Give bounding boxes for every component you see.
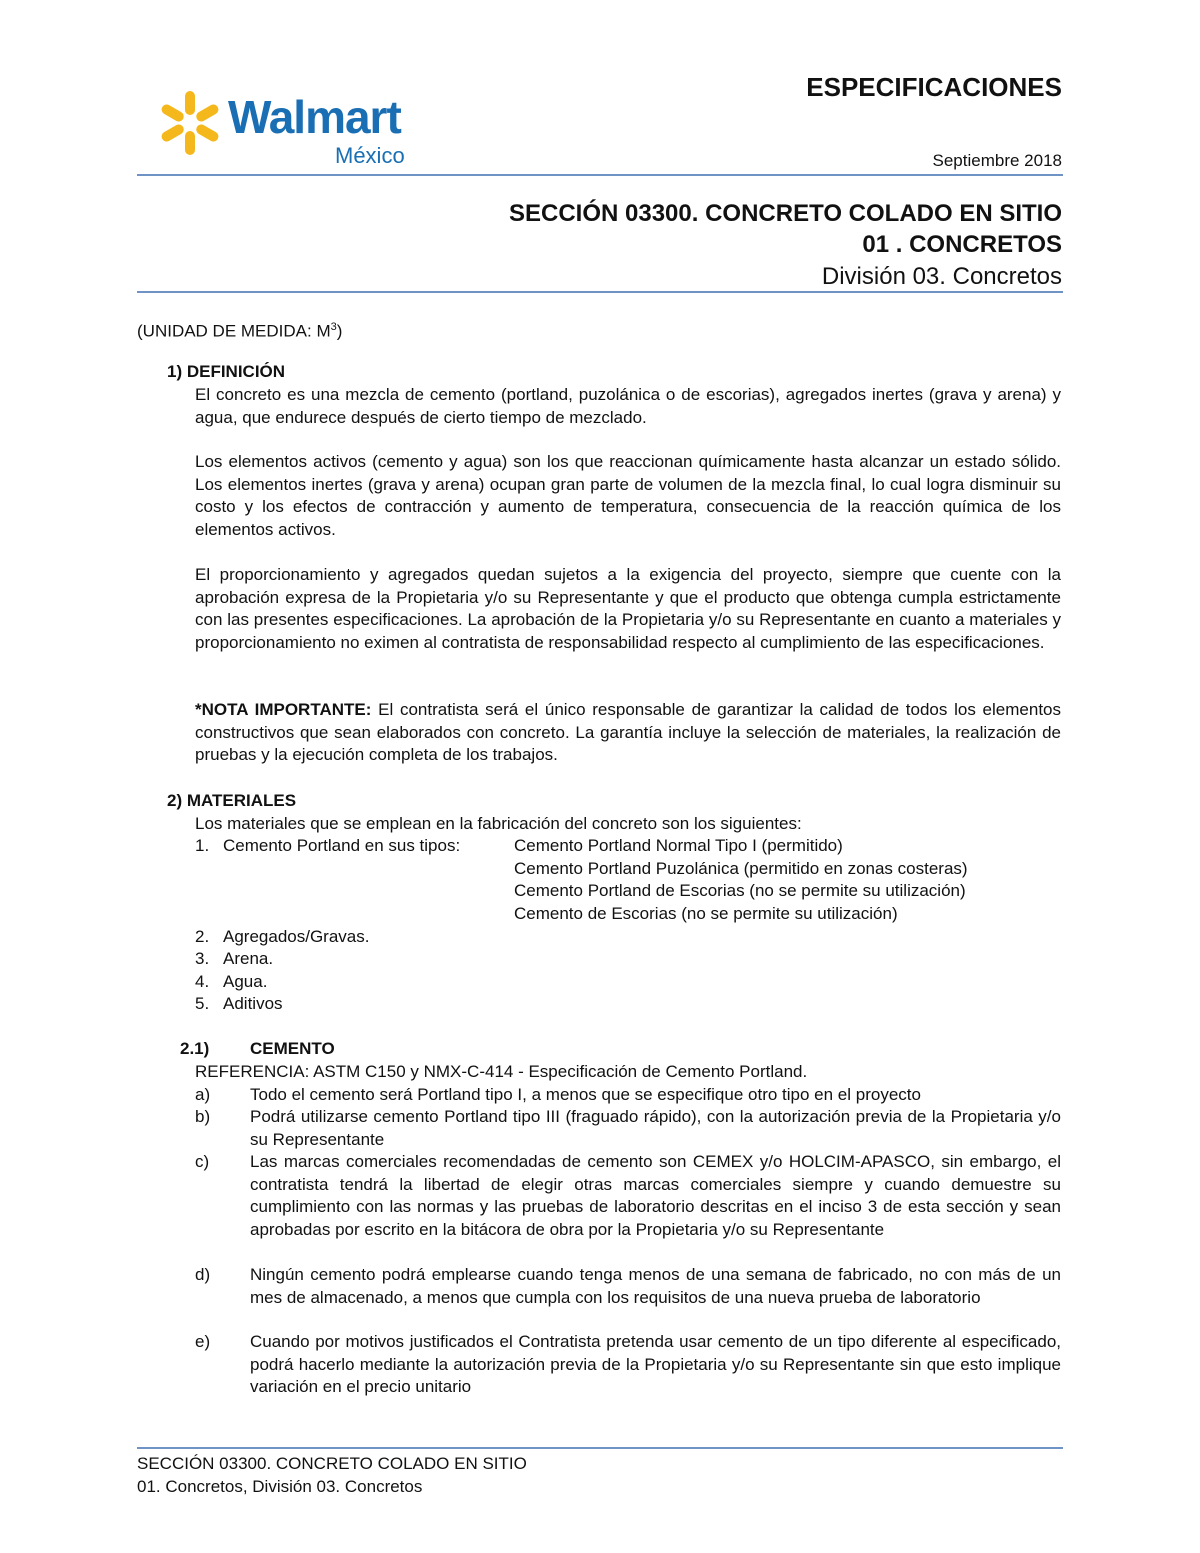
list-item-number: 2. [195, 927, 210, 946]
cement-type: Cemento Portland de Escorias (no se permite su utilización) [514, 881, 966, 900]
list-item-number: 5. [195, 994, 210, 1013]
cement-type: Cemento Portland Puzolánica (permitido en zonas costeras) [514, 859, 968, 878]
definition-paragraph-2: Los elementos activos (cemento y agua) son los que reaccionan químicamente hasta alcanzar un estado sólido. Los elementos inertes (grava y arena) ocupan gran parte de volumen de la mezcla final, lo cual logra disminuir su costo y los efectos de contracción y aumento de temperatura, consecuencia de la reacción química de los elementos activos. [195, 452, 1061, 539]
item-letter: c) [195, 1152, 210, 1171]
item-letter: a) [195, 1085, 211, 1104]
unit-of-measure [137, 316, 342, 343]
footer-division: 01. Concretos, División 03. Concretos [137, 1477, 423, 1496]
subsection-title: 01 . CONCRETOS [862, 231, 1062, 258]
list-item-number: 1. [195, 836, 210, 855]
definition-heading: 1) DEFINICIÓN [167, 362, 286, 381]
cement-item: Todo el cemento será Portland tipo I, a menos que se especifique otro tipo en el proyecto [250, 1085, 921, 1104]
item-letter: e) [195, 1332, 211, 1351]
definition-paragraph-1: El concreto es una mezcla de cemento (portland, puzolánica o de escorias), agregados inertes (grava y arena) y agua, que endurece después de cierto tiempo de mezclado. [195, 385, 1061, 427]
division-title: División 03. Concretos [821, 263, 1062, 290]
cement-types-label: Cemento Portland en sus tipos: [223, 836, 461, 855]
list-item-number: 4. [195, 972, 210, 991]
unit-superscript: 3 [330, 321, 337, 333]
cement-item: Ningún cemento podrá emplearse cuando tenga menos de una semana de fabricado, no con más de un mes de almacenado, a menos que cumpla con los requisitos de una nueva prueba de laboratorio [250, 1265, 1061, 1307]
cement-heading: CEMENTO [250, 1039, 335, 1058]
list-item-number: 3. [195, 949, 210, 968]
item-letter: d) [195, 1265, 211, 1284]
list-item: Agua. [223, 972, 268, 991]
logo-wordmark: Walmart [228, 91, 401, 143]
unit-close: ) [336, 321, 343, 341]
title-rule [137, 291, 1063, 293]
important-note [195, 699, 1061, 767]
cement-item: Cuando por motivos justificados el Contratista pretenda usar cemento de un tipo diferente al especificado, podrá hacerlo mediante la autorización previa de la Propietaria y/o su Representante sin que esto implique variación en el precio unitario [250, 1332, 1061, 1396]
section-title: SECCIÓN 03300. CONCRETO COLADO EN SITIO [509, 200, 1062, 227]
cement-reference: REFERENCIA: ASTM C150 y NMX-C-414 - Especificación de Cemento Portland. [195, 1062, 808, 1081]
note-text: El contratista será el único responsable de garantizar la calidad de todos los elementos constructivos que sean elaborados con concreto. La garantía incluye la selección de materiales, la realización de pruebas y la ejecución completa de los trabajos. [195, 700, 1061, 764]
cement-item: Podrá utilizarse cemento Portland tipo III (fraguado rápido), con la autorización previa de la Propietaria y/o su Representante [250, 1107, 1061, 1149]
cement-type: Cemento Portland Normal Tipo I (permitido) [514, 836, 843, 855]
walmart-logo [155, 88, 435, 178]
materials-heading: 2) MATERIALES [167, 791, 297, 810]
cement-item: Las marcas comerciales recomendadas de cemento son CEMEX y/o HOLCIM-APASCO, sin embargo, el contratista tendrá la libertad de elegir otras marcas comerciales siempre y cuando demuestre su cumplimiento con las normas y las pruebas de laboratorio descritas en el inciso 3 de esta sección y sean aprobadas por escrito en la bitácora de obra por la Propietaria y/o su Representante [250, 1152, 1061, 1239]
cement-section-number: 2.1) [180, 1039, 210, 1058]
materials-intro: Los materiales que se emplean en la fabricación del concreto son los siguientes: [195, 814, 802, 833]
cement-type: Cemento de Escorias (no se permite su utilización) [514, 904, 898, 923]
logo-subtitle: México [335, 143, 405, 168]
document-type: ESPECIFICACIONES [806, 72, 1062, 102]
item-letter: b) [195, 1107, 211, 1126]
footer-section: SECCIÓN 03300. CONCRETO COLADO EN SITIO [137, 1454, 527, 1473]
note-label: *NOTA IMPORTANTE: [195, 700, 372, 719]
definition-paragraph-3: El proporcionamiento y agregados quedan sujetos a la exigencia del proyecto, siempre que cuente con la aprobación expresa de la Propietaria y/o su Representante y que el producto que obtenga cumpla estrictamente con las presentes especificaciones. La aprobación de la Propietaria y/o su Representante en cuanto a materiales y proporcionamiento no eximen al contratista de responsabilidad respecto al cumplimiento de las especificaciones. [195, 565, 1061, 652]
header-rule [137, 174, 1063, 176]
list-item: Agregados/Gravas. [223, 927, 370, 946]
document-date: Septiembre 2018 [932, 151, 1062, 170]
list-item: Arena. [223, 949, 274, 968]
unit-label: (UNIDAD DE MEDIDA: M [137, 321, 331, 341]
footer-rule [137, 1447, 1063, 1449]
spark-icon [155, 88, 225, 158]
list-item: Aditivos [223, 994, 283, 1013]
